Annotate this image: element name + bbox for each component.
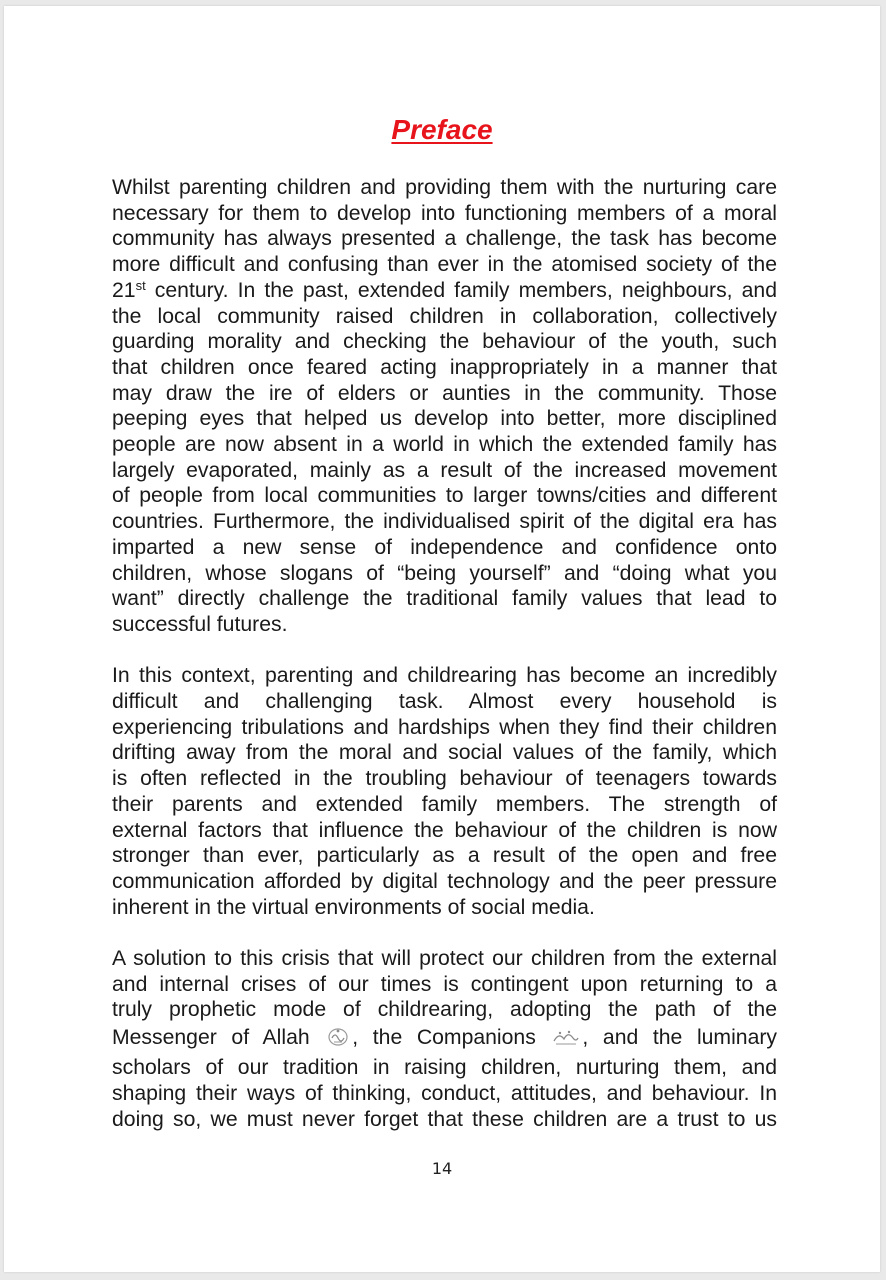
- century-number: 21: [112, 278, 136, 302]
- text-fragment: , and the luminary: [582, 1026, 778, 1050]
- text-line: peeping eyes that helped us develop into better, more disciplined: [112, 407, 777, 431]
- text-line: difficult and challenging task. Almost every household is: [112, 690, 777, 714]
- text-line: necessary for them to develop into functioning members of a moral: [112, 201, 777, 225]
- text-line: successful futures.: [112, 612, 288, 636]
- text-line: guarding morality and checking the behaviour of the youth, such: [112, 330, 777, 354]
- text-line: more difficult and confusing than ever in the atomised society of the: [112, 253, 777, 277]
- paragraph-1: [112, 175, 777, 638]
- page-title: Preface: [391, 114, 493, 145]
- text-line: external factors that influence the behaviour of the children is now: [112, 818, 777, 842]
- paragraph-3: [112, 946, 777, 1132]
- text-line: inherent in the virtual environments of social media.: [112, 895, 595, 919]
- text-line: children, whose slogans of “being yourself” and “doing what you: [112, 561, 777, 585]
- text-line: experiencing tribulations and hardships when they find their children: [112, 715, 777, 739]
- text-line: communication afforded by digital technology and the peer pressure: [112, 869, 777, 893]
- text-line: [112, 1023, 777, 1055]
- salawat-calligraphy-icon: [326, 1025, 350, 1055]
- text-line: doing so, we must never forget that these children are a trust to us: [112, 1107, 777, 1131]
- text-line: community has always presented a challenge, the task has become: [112, 227, 777, 251]
- text-line: their parents and extended family members. The strength of: [112, 792, 777, 816]
- text-fragment: , the Companions: [352, 1026, 536, 1050]
- radiyallahu-anhum-calligraphy-icon: [552, 1026, 580, 1055]
- text-line: people are now absent in a world in which the extended family has: [112, 433, 777, 457]
- text-line: Whilst parenting children and providing them with the nurturing care: [112, 176, 777, 199]
- text-line: countries. Furthermore, the individualised spirit of the digital era has: [112, 510, 777, 534]
- page-number: 14: [431, 1159, 453, 1178]
- text-line: and internal crises of our times is contingent upon returning to a: [112, 972, 777, 996]
- text-line: imparted a new sense of independence and confidence onto: [112, 535, 777, 559]
- text-line: In this context, parenting and childrearing has become an incredibly: [112, 664, 777, 688]
- text-line: scholars of our tradition in raising children, nurturing them, and: [112, 1056, 777, 1080]
- text-line: the local community raised children in collaboration, collectively: [112, 304, 777, 328]
- preface-body: [112, 175, 777, 1158]
- text-line: stronger than ever, particularly as a result of the open and free: [112, 844, 777, 868]
- text-line: [112, 278, 777, 304]
- text-line: truly prophetic mode of childrearing, adopting the path of the: [112, 998, 777, 1022]
- text-line: shaping their ways of thinking, conduct, attitudes, and behaviour. In: [112, 1081, 777, 1105]
- text-line: A solution to this crisis that will protect our children from the external: [112, 947, 777, 971]
- text-line: of people from local communities to larger towns/cities and different: [112, 484, 777, 508]
- text-line: want” directly challenge the traditional family values that lead to: [112, 587, 777, 611]
- text-line: drifting away from the moral and social values of the family, which: [112, 741, 777, 765]
- ordinal-suffix: st: [135, 277, 146, 293]
- paragraph-2: [112, 663, 777, 920]
- text-line: may draw the ire of elders or aunties in the community. Those: [112, 381, 777, 405]
- text-fragment: century. In the past, extended family members, neighbours, and: [145, 278, 777, 302]
- document-page: [4, 6, 880, 1272]
- text-line: largely evaporated, mainly as a result of the increased movement: [112, 458, 777, 482]
- text-line: is often reflected in the troubling behaviour of teenagers towards: [112, 767, 777, 791]
- text-line: that children once feared acting inappropriately in a manner that: [112, 355, 777, 379]
- text-fragment: Messenger of Allah: [112, 1026, 310, 1050]
